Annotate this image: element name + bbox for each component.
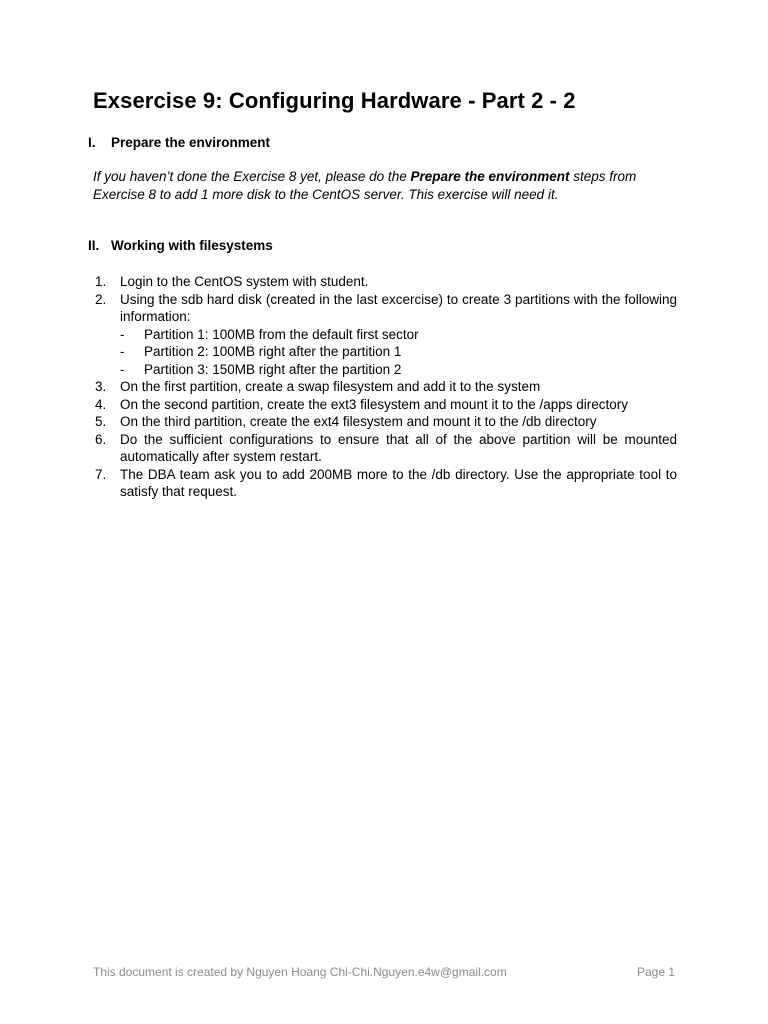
intro-text-after: steps from Exercise 8 to add 1 more disk to the CentOS server. This exercise will need it.: [93, 169, 637, 202]
page-number: Page 1: [637, 965, 676, 979]
section-title: Prepare the environment: [111, 135, 271, 150]
step-text: Using the sdb hard disk (created in the last excercise) to create 3 partitions with the following information:: [120, 291, 677, 324]
step-text: Do the sufficient configurations to ensure that all of the above partition will be mounted automatically after system restart.: [120, 431, 677, 464]
list-item: [95, 466, 677, 501]
intro-emphasis: Prepare the environment: [410, 169, 570, 184]
dash-bullet: -: [120, 326, 125, 342]
step-number: 3.: [95, 379, 107, 394]
step-number: 7.: [95, 466, 107, 482]
sub-list-item: [120, 361, 677, 379]
step-number: 1.: [95, 274, 107, 289]
list-item: [95, 431, 677, 466]
dash-bullet: -: [120, 344, 125, 359]
step-text: On the third partition, create the ext4 filesystem and mount it to the /db directory: [120, 414, 597, 429]
intro-paragraph: [93, 168, 663, 203]
sub-list-item: [120, 326, 677, 344]
step-text: The DBA team ask you to add 200MB more to the /db directory. Use the appropriate tool to satisfy that request.: [120, 466, 677, 499]
list-item: [95, 273, 677, 291]
step-number: 5.: [95, 414, 107, 429]
step-number: 6.: [95, 431, 107, 447]
step-number: 2.: [95, 291, 107, 307]
partition-sub-list: [120, 326, 677, 379]
step-text: On the second partition, create the ext3 filesystem and mount it to the /apps directory: [120, 396, 629, 412]
footer-credit: This document is created by Nguyen Hoang Chi-Chi.Nguyen.e4w@gmail.com: [93, 965, 507, 979]
steps-list: [95, 273, 677, 501]
sub-item-text: Partition 3: 150MB right after the partition 2: [144, 361, 402, 377]
sub-list-item: [120, 343, 677, 361]
list-item: [95, 291, 677, 379]
step-text: Login to the CentOS system with student.: [120, 274, 369, 289]
section-heading-filesystems: [88, 238, 273, 253]
section-number: I.: [88, 135, 96, 150]
list-item: [95, 396, 677, 414]
dash-bullet: -: [120, 361, 125, 377]
intro-text-before: If you haven’t done the Exercise 8 yet, please do the: [93, 169, 411, 184]
section-heading-prepare: [88, 135, 270, 150]
step-text: On the first partition, create a swap filesystem and add it to the system: [120, 379, 541, 394]
sub-item-text: Partition 1: 100MB from the default first sector: [144, 326, 419, 342]
list-item: [95, 378, 677, 396]
sub-item-text: Partition 2: 100MB right after the partition 1: [144, 344, 402, 359]
list-item: [95, 413, 677, 431]
page-title: Exsercise 9: Configuring Hardware - Part 2 - 2: [93, 88, 576, 113]
section-title: Working with filesystems: [111, 238, 273, 253]
step-number: 4.: [95, 396, 107, 412]
section-number: II.: [88, 238, 100, 253]
